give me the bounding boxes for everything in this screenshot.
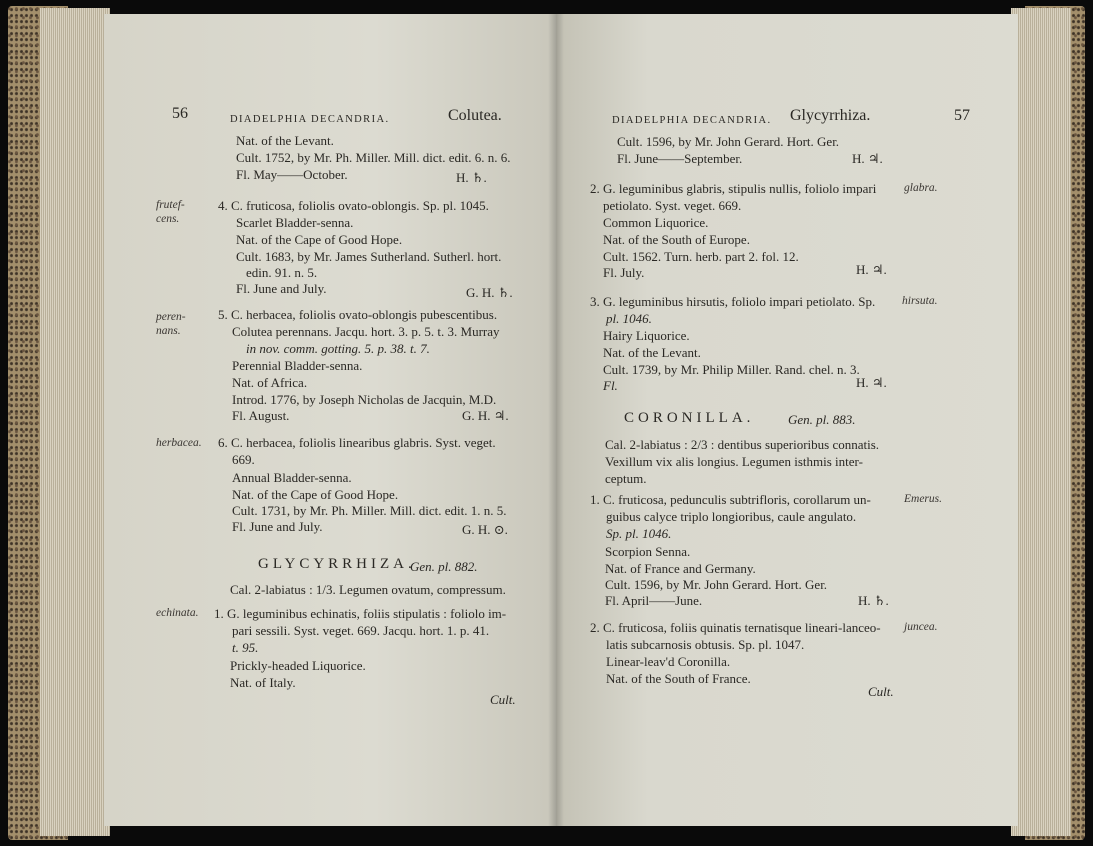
calyx-description: Cal. 2-labiatus : 2/3 : dentibus superioribus connatis. [605, 437, 880, 452]
text-line: pari sessili. Syst. veget. 669. Jacqu. hort. 1. p. 41. [232, 623, 490, 638]
text-line: Prickly-headed Liquorice. [230, 658, 366, 673]
habitat-symbol: H. ♃. [856, 262, 887, 277]
species-entry: 6. C. herbacea, foliolis linearibus glabris. Syst. veget. [218, 435, 496, 450]
text-line: Cult. 1596, by Mr. John Gerard. Hort. Ger. [617, 134, 840, 149]
text-line: petiolato. Syst. veget. 669. [603, 198, 742, 213]
genus-reference: Gen. pl. 882. [410, 559, 478, 574]
text-line: Annual Bladder-senna. [232, 470, 352, 485]
species-entry: 3. G. leguminibus hirsutis, foliolo impari petiolato. Sp. [590, 294, 876, 309]
margin-species-name: hirsuta. [902, 295, 938, 307]
text-line: Fl. July. [603, 265, 645, 280]
text-line: Nat. of Africa. [232, 375, 308, 390]
text-line: Nat. of the Levant. [603, 345, 701, 360]
text-line: Fl. June and July. [236, 281, 327, 296]
habitat-symbol: G. H. ♄. [466, 285, 513, 300]
text-line: Cult. 1752, by Mr. Ph. Miller. Mill. dict. edit. 6. n. 6. [236, 150, 511, 165]
text-line: Nat. of Italy. [230, 675, 296, 690]
text-line: Fl. April——June. [605, 593, 703, 608]
genus-heading: GLYCYRRHIZA. [258, 556, 416, 572]
text-line: guibus calyce triplo longioribus, caule angulato. [606, 509, 857, 524]
text-line: Hairy Liquorice. [603, 328, 690, 343]
margin-species-name: juncea. [904, 621, 938, 633]
text-line: Cult. 1562. Turn. herb. part 2. fol. 12. [603, 249, 799, 264]
text-line: Introd. 1776, by Joseph Nicholas de Jacquin, M.D. [232, 392, 497, 407]
text-line: Nat. of the Levant. [236, 133, 334, 148]
text-line: Fl. August. [232, 408, 290, 423]
genus-reference: Gen. pl. 883. [788, 412, 856, 427]
text-line: t. 95. [232, 640, 259, 655]
species-entry: 1. C. fruticosa, pedunculis subtrifloris, corollarum un- [590, 492, 871, 507]
text-line: Linear-leav'd Coronilla. [606, 654, 731, 669]
habitat-symbol: G. H. ♃. [462, 408, 509, 423]
text-line: Scarlet Bladder-senna. [236, 215, 354, 230]
book-gutter [548, 14, 564, 826]
text-line: 669. [232, 452, 255, 467]
text-line: Nat. of the South of France. [606, 671, 751, 686]
species-entry: 2. G. leguminibus glabris, stipulis nullis, foliolo impari [590, 181, 877, 196]
text-line: Fl. May——October. [236, 167, 348, 182]
text-line: Nat. of France and Germany. [605, 561, 756, 576]
text-line: Nat. of the Cape of Good Hope. [232, 487, 399, 502]
species-entry: 1. G. leguminibus echinatis, foliis stipulatis : foliolo im- [214, 606, 507, 621]
header-genus: Glycyrrhiza. [790, 107, 871, 124]
page-edges-right [1011, 8, 1071, 836]
text-line: Fl. June and July. [232, 519, 323, 534]
calyx-description: Vexillum vix alis longius. Legumen isthmis inter- [605, 454, 863, 469]
habitat-symbol: H. ♄. [456, 170, 487, 185]
text-line: latis subcarnosis obtusis. Sp. pl. 1047. [606, 637, 805, 652]
margin-species-name: cens. [156, 213, 180, 225]
catchword: Cult. [868, 684, 894, 699]
calyx-description: Cal. 2-labiatus : 1/3. Legumen ovatum, compressum. [230, 582, 506, 597]
species-entry: 5. C. herbacea, foliolis ovato-oblongis pubescentibus. [218, 307, 498, 322]
margin-species-name: frutef- [156, 199, 185, 211]
calyx-description: ceptum. [605, 471, 647, 486]
text-line: Common Liquorice. [603, 215, 709, 230]
margin-species-name: nans. [156, 325, 181, 337]
text-line: Perennial Bladder-senna. [232, 358, 363, 373]
margin-species-name: Emerus. [904, 493, 943, 505]
header-genus: Colutea. [448, 107, 502, 124]
species-entry: 4. C. fruticosa, foliolis ovato-oblongis. Sp. pl. 1045. [218, 198, 489, 213]
habitat-symbol: G. H. ⊙. [462, 522, 508, 537]
running-header: DIADELPHIA DECANDRIA. [612, 115, 772, 126]
page-number: 56 [172, 105, 188, 122]
margin-species-name: herbacea. [156, 437, 202, 449]
margin-species-name: peren- [156, 311, 186, 323]
page-edges-left [40, 8, 110, 836]
habitat-symbol: H. ♃. [852, 151, 883, 166]
text-line: Fl. June——September. [617, 151, 743, 166]
margin-species-name: glabra. [904, 182, 938, 194]
running-header: DIADELPHIA DECANDRIA. [230, 114, 390, 125]
species-entry: 2. C. fruticosa, foliis quinatis ternatisque lineari-lanceo- [590, 620, 881, 635]
text-line: Fl. [603, 378, 618, 393]
text-line: edin. 91. n. 5. [246, 265, 318, 280]
habitat-symbol: H. ♃. [856, 375, 887, 390]
page-number: 57 [954, 107, 970, 124]
text-line: Cult. 1731, by Mr. Ph. Miller. Mill. dict. edit. 1. n. 5. [232, 503, 507, 518]
habitat-symbol: H. ♄. [858, 593, 889, 608]
text-line: Sp. pl. 1046. [606, 526, 672, 541]
text-line: Cult. 1596, by Mr. John Gerard. Hort. Ger. [605, 577, 828, 592]
text-line: Nat. of the South of Europe. [603, 232, 750, 247]
text-line: Scorpion Senna. [605, 544, 691, 559]
text-line: Cult. 1739, by Mr. Philip Miller. Rand. chel. n. 3. [603, 362, 860, 377]
catchword: Cult. [490, 692, 516, 707]
text-line: pl. 1046. [606, 311, 652, 326]
text-line: Nat. of the Cape of Good Hope. [236, 232, 403, 247]
text-line: in nov. comm. gotting. 5. p. 38. t. 7. [246, 341, 430, 356]
genus-heading: CORONILLA. [624, 410, 755, 426]
margin-species-name: echinata. [156, 607, 199, 619]
text-line: Colutea perennans. Jacqu. hort. 3. p. 5. t. 3. Murray [232, 324, 500, 339]
text-line: Cult. 1683, by Mr. James Sutherland. Sutherl. hort. [236, 249, 502, 264]
